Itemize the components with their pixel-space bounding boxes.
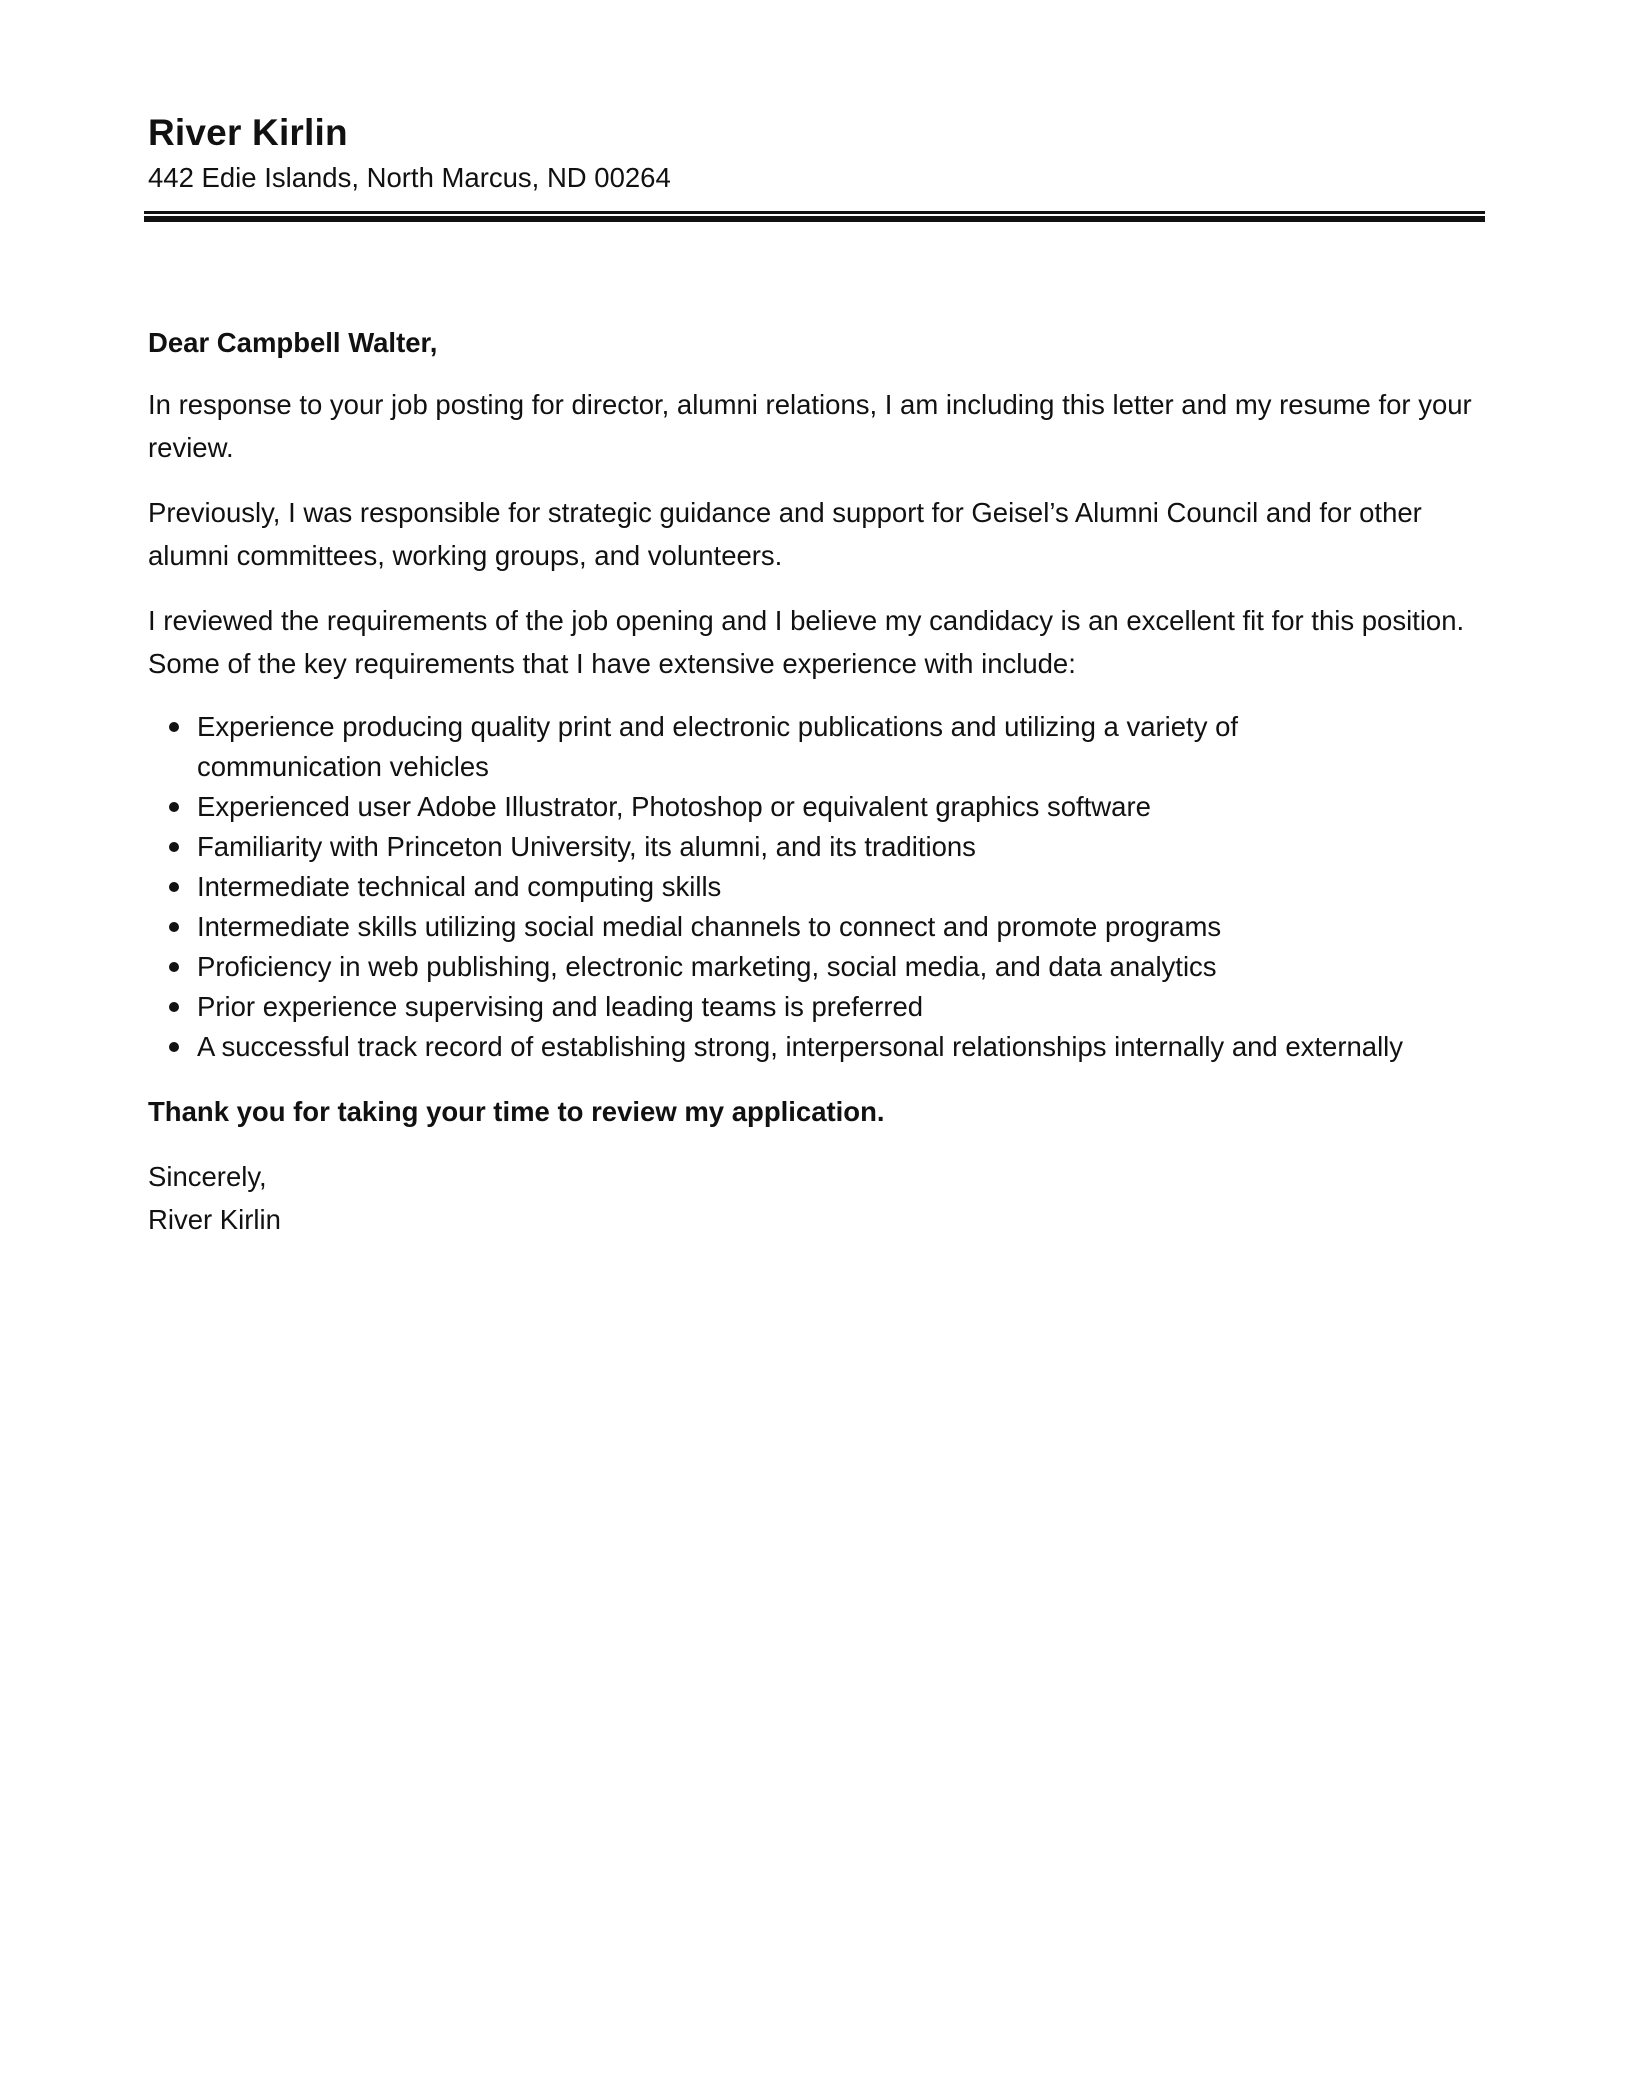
bullet-icon <box>169 1002 179 1012</box>
requirement-item <box>148 947 1427 987</box>
signoff: Sincerely, <box>148 1161 267 1192</box>
signoff-block <box>148 1155 1488 1241</box>
header-divider-thin-line <box>144 211 1485 214</box>
header-divider <box>144 211 1485 222</box>
bullet-icon <box>169 842 179 852</box>
requirement-text: Experience producing quality print and electronic publications and utilizing a variety of communication vehicles <box>197 711 1239 782</box>
bullet-icon <box>169 962 179 972</box>
requirement-text: Familiarity with Princeton University, its alumni, and its traditions <box>197 831 976 862</box>
bullet-icon <box>169 802 179 812</box>
requirement-item <box>148 867 1427 907</box>
paragraph-experience: Previously, I was responsible for strategic guidance and support for Geisel’s Alumni Council and for other alumni committees, working groups, and volunteers. <box>148 497 1422 571</box>
requirement-item <box>148 1027 1427 1067</box>
requirement-text: Experienced user Adobe Illustrator, Photoshop or equivalent graphics software <box>197 791 1151 822</box>
bullet-icon <box>169 922 179 932</box>
requirement-text: Intermediate skills utilizing social medial channels to connect and promote programs <box>197 911 1222 942</box>
requirement-item <box>148 827 1427 867</box>
requirement-text: A successful track record of establishing strong, interpersonal relationships internally and externally <box>197 1031 1404 1062</box>
letter-header <box>148 108 1488 198</box>
salutation: Dear Campbell Walter, <box>148 327 438 358</box>
requirement-item <box>148 787 1427 827</box>
requirement-item <box>148 707 1427 787</box>
paragraph-requirements-intro: I reviewed the requirements of the job opening and I believe my candidacy is an excellent fit for this position. Some of the key requirements that I have extensive experience with include: <box>148 605 1465 679</box>
requirement-text: Proficiency in web publishing, electronic marketing, social media, and data analytics <box>197 951 1217 982</box>
requirement-text: Prior experience supervising and leading teams is preferred <box>197 991 924 1022</box>
bullet-icon <box>169 722 179 732</box>
closing-line: Thank you for taking your time to review my application. <box>148 1096 885 1127</box>
letter-body <box>148 321 1488 1241</box>
header-divider-thick-line <box>144 216 1485 222</box>
signature-name: River Kirlin <box>148 1204 281 1235</box>
requirement-item <box>148 987 1427 1027</box>
bullet-icon <box>169 882 179 892</box>
requirement-item <box>148 907 1427 947</box>
sender-address: 442 Edie Islands, North Marcus, ND 00264 <box>148 162 671 193</box>
requirement-text: Intermediate technical and computing skills <box>197 871 722 902</box>
sender-name: River Kirlin <box>148 112 348 153</box>
bullet-icon <box>169 1042 179 1052</box>
paragraph-intro: In response to your job posting for director, alumni relations, I am including this letter and my resume for your review. <box>148 389 1472 463</box>
requirements-list <box>148 707 1488 1067</box>
